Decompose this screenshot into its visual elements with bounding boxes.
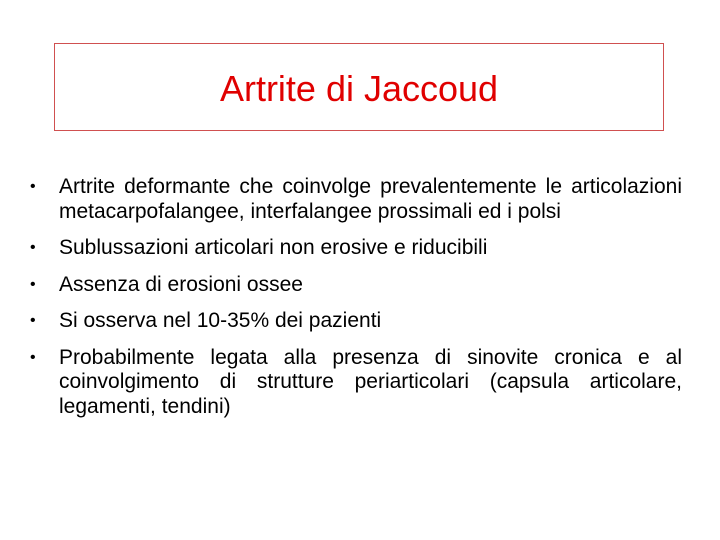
bullet-item: [30, 236, 682, 261]
bullet-item: [30, 346, 682, 420]
bullet-text: Si osserva nel 10-35% dei pazienti: [59, 309, 382, 332]
bullet-icon: •: [30, 312, 36, 329]
slide-title: Artrite di Jaccoud: [219, 68, 499, 109]
bullet-text: Artrite deformante che coinvolge prevalentemente le articolazioni metacarpofalangee, interfalangee prossimali ed i polsi: [59, 175, 682, 223]
bullet-text: Assenza di erosioni ossee: [59, 272, 303, 296]
bullet-item: [30, 175, 682, 224]
bullet-item: [30, 273, 682, 298]
bullet-icon: •: [30, 348, 36, 366]
bullet-text: Probabilmente legata alla presenza di sinovite cronica e al coinvolgimento di strutture periarticolari (capsula articolare, legamenti, tendini): [59, 345, 682, 418]
bullet-icon: •: [30, 275, 36, 293]
bullet-list: [30, 175, 682, 431]
bullet-text: Sublussazioni articolari non erosive e riducibili: [59, 236, 488, 259]
bullet-item: [30, 309, 682, 334]
bullet-icon: •: [30, 239, 36, 256]
bullet-icon: •: [30, 178, 36, 195]
title-box: [54, 43, 664, 131]
